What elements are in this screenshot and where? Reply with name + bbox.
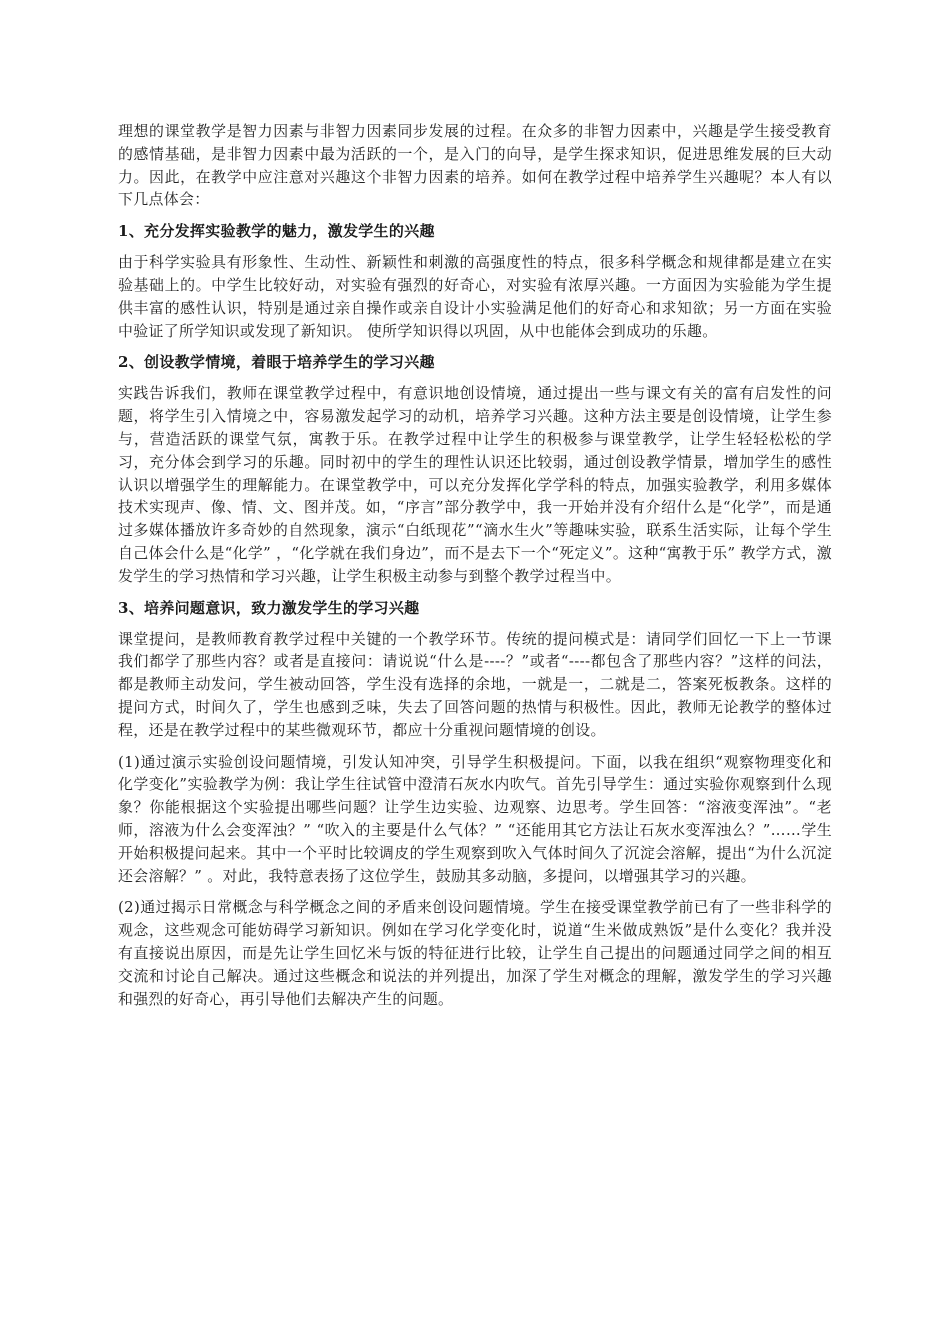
- section-3-paragraph: 课堂提问，是教师教育教学过程中关键的一个教学环节。传统的提问模式是：请同学们回忆一下上一节课我们都学了那些内容？或者是直接问：请说说“什么是----？”或者“----都包含了那些内容？”这样的问法，都是教师主动发问，学生被动回答，学生没有选择的余地，一就是一，二就是二，答案死板教条。这样的提问方式，时间久了，学生也感到乏味，失去了回答问题的热情与积极性。因此，教师无论教学的整体过程，还是在教学过程中的某些微观环节，都应十分重视问题情境的创设。: [118, 629, 832, 739]
- sub-point-2-paragraph: (2)通过揭示日常概念与科学概念之间的矛盾来创设问题情境。学生在接受课堂教学前已有了一些非科学的观念，这些观念可能妨碍学习新知识。例如在学习化学变化时，说道“生米做成熟饭”是什么变化？我并没有直接说出原因，而是先让学生回忆米与饭的特征进行比较，让学生自己提出的问题通过同学之间的相互交流和讨论自己解决。通过这些概念和说法的并列提出，加深了学生对概念的理解，激发学生的学习兴趣和强烈的好奇心，再引导他们去解决产生的问题。: [118, 898, 832, 1008]
- section-2-paragraph: 实践告诉我们，教师在课堂教学过程中，有意识地创设情境，通过提出一些与课文有关的富有启发性的问题，将学生引入情境之中，容易激发起学习的动机，培养学习兴趣。这种方法主要是创设情境，让学生参与，营造活跃的课堂气氛，寓教于乐。在教学过程中让学生的积极参与课堂教学，让学生轻轻松松的学习，充分体会到学习的乐趣。同时初中的学生的理性认识还比较弱，通过创设教学情景，增加学生的感性认识以增强学生的理解能力。在课堂教学中，可以充分发挥化学学科的特点，加强实验教学，利用多媒体技术实现声、像、情、文、图并茂。如，“序言”部分教学中，我一开始并没有介绍什么是“化学”，而是通过多媒体播放许多奇妙的自然现象，演示“白纸现花”“滴水生火”等趣味实验，联系生活实际，让每个学生自己体会什么是“化学” ，“化学就在我们身边”，而不是去下一个“死定义”。这种“寓教于乐” 教学方式，激发学生的学习热情和学习兴趣，让学生积极主动参与到整个教学过程当中。: [118, 384, 832, 585]
- section-1-paragraph: 由于科学实验具有形象性、生动性、新颖性和刺激的高强度性的特点，很多科学概念和规律都是建立在实验基础上的。中学生比较好动，对实验有强烈的好奇心，对实验有浓厚兴趣。一方面因为实验能为学生提供丰富的感性认识，特别是通过亲自操作或亲自设计小实验满足他们的好奇心和求知欲；另一方面在实验中验证了所学知识或发现了新知识。 使所学知识得以巩固，从中也能体会到成功的乐趣。: [118, 253, 832, 340]
- sub-point-1-paragraph: (1)通过演示实验创设问题情境，引发认知冲突，引导学生积极提问。下面，以我在组织“观察物理变化和化学变化”实验教学为例：我让学生往试管中澄清石灰水内吹气。首先引导学生：通过实验你观察到什么现象？你能根据这个实验提出哪些问题？让学生边实验、边观察、边思考。学生回答：“溶液变浑浊”。“老师，溶液为什么会变浑浊？” “吹入的主要是什么气体？” “还能用其它方法让石灰水变浑浊么？”……学生开始积极提问起来。其中一个平时比较调皮的学生观察到吹入气体时间久了沉淀会溶解，提出“为什么沉淀还会溶解？” 。对此，我特意表扬了这位学生，鼓励其多动脑，多提问，以增强其学习的兴趣。: [118, 752, 832, 885]
- document-body: [118, 120, 832, 1019]
- section-1-heading: 1、充分发挥实验教学的魅力，激发学生的兴趣: [118, 222, 435, 241]
- section-2-heading: 2、创设教学情境，着眼于培养学生的学习兴趣: [118, 353, 435, 372]
- section-3-heading: 3、培养问题意识，致力激发学生的学习兴趣: [118, 598, 420, 617]
- intro-paragraph: 理想的课堂教学是智力因素与非智力因素同步发展的过程。在众多的非智力因素中，兴趣是学生接受教育的感情基础，是非智力因素中最为活跃的一个，是入门的向导，是学生探求知识，促进思维发展的巨大动力。因此，在教学中应注意对兴趣这个非智力因素的培养。如何在教学过程中培养学生兴趣呢？本人有以下几点体会：: [118, 122, 832, 209]
